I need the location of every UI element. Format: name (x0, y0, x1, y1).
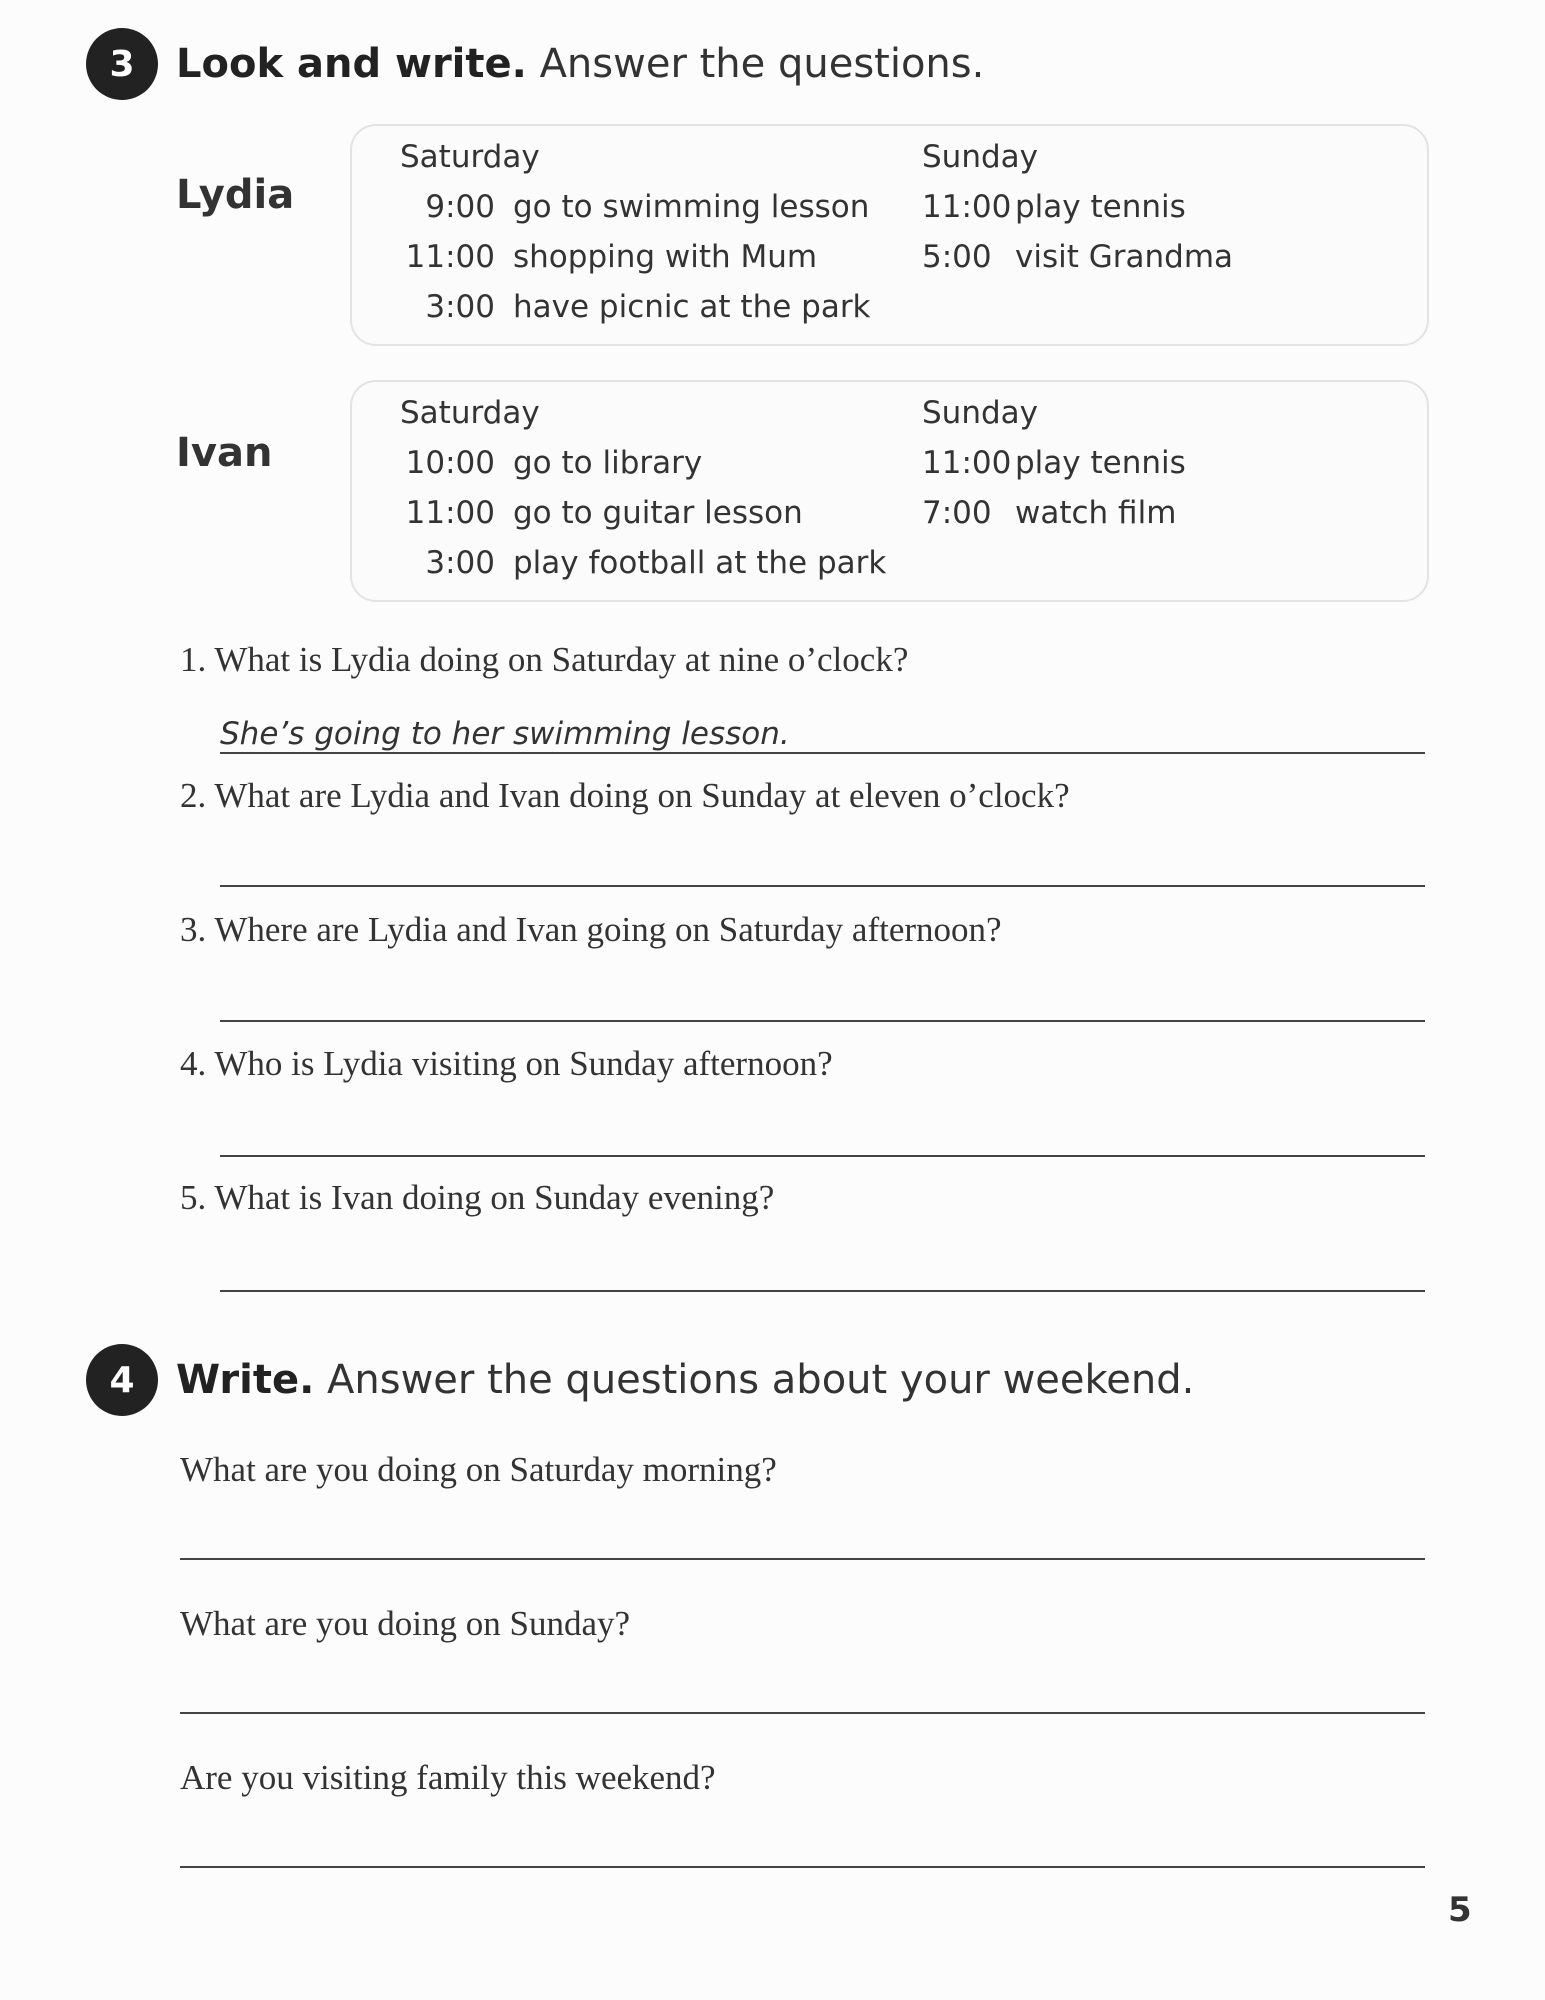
weekend-answer-3-line[interactable] (180, 1866, 1425, 1868)
time: 5:00 (922, 239, 992, 275)
time: 10:00 (405, 445, 495, 481)
weekend-answer-2-line[interactable] (180, 1712, 1425, 1714)
saturday-column (400, 132, 871, 332)
time: 9:00 (425, 189, 495, 225)
activity: shopping with Mum (513, 239, 818, 275)
exercise-3-heading (86, 24, 984, 104)
answer-5-line[interactable] (220, 1290, 1425, 1292)
schedule-row (400, 438, 886, 488)
activity: go to swimming lesson (513, 189, 870, 225)
schedule-row (400, 488, 886, 538)
activity: go to library (513, 445, 703, 481)
question-3: 3. Where are Lydia and Ivan going on Saturday afternoon? (180, 910, 1002, 949)
exercise-number-badge: 3 (86, 28, 158, 100)
exercise-4-heading (86, 1340, 1194, 1420)
time: 7:00 (922, 495, 992, 531)
schedule-row (922, 232, 1233, 282)
schedule-row (400, 182, 871, 232)
exercise-title (176, 41, 984, 87)
time: 3:00 (425, 289, 495, 325)
exercise-number-badge: 4 (86, 1344, 158, 1416)
schedule-box-lydia (350, 124, 1429, 346)
weekend-question-1: What are you doing on Saturday morning? (180, 1450, 777, 1489)
day-label: Saturday (400, 139, 540, 175)
weekend-answer-1-line[interactable] (180, 1558, 1425, 1560)
activity: play tennis (1015, 189, 1186, 225)
time: 11:00 (922, 445, 1012, 481)
answer-2-line[interactable] (220, 885, 1425, 887)
time: 3:00 (425, 545, 495, 581)
day-label: Sunday (922, 395, 1038, 431)
weekend-question-2: What are you doing on Sunday? (180, 1604, 631, 1643)
time: 11:00 (922, 189, 1012, 225)
schedule-row (922, 182, 1233, 232)
activity: play football at the park (513, 545, 887, 581)
answer-1-line[interactable] (220, 752, 1425, 754)
person-name-lydia: Lydia (176, 172, 295, 218)
question-4: 4. Who is Lydia visiting on Sunday afternoon? (180, 1044, 833, 1083)
person-name-ivan: Ivan (176, 430, 273, 476)
question-2: 2. What are Lydia and Ivan doing on Sunday at eleven o’clock? (180, 776, 1070, 815)
schedule-row (400, 538, 886, 588)
page-number: 5 (1448, 1890, 1472, 1930)
day-label: Saturday (400, 395, 540, 431)
exercise-title-rest: Answer the questions. (539, 41, 985, 87)
schedule-box-ivan (350, 380, 1429, 602)
answer-3-line[interactable] (220, 1020, 1425, 1022)
exercise-title-rest: Answer the questions about your weekend. (327, 1357, 1195, 1403)
exercise-title-bold: Write. (176, 1357, 315, 1403)
schedule-row (400, 232, 871, 282)
day-label: Sunday (922, 139, 1038, 175)
schedule-row (922, 488, 1186, 538)
schedule-row (400, 282, 871, 332)
activity: go to guitar lesson (513, 495, 803, 531)
saturday-column (400, 388, 886, 588)
schedule-row (922, 438, 1186, 488)
exercise-title (176, 1357, 1194, 1403)
exercise-title-bold: Look and write. (176, 41, 527, 87)
question-5: 5. What is Ivan doing on Sunday evening? (180, 1178, 775, 1217)
weekend-question-3: Are you visiting family this weekend? (180, 1758, 716, 1797)
activity: have picnic at the park (513, 289, 871, 325)
time: 11:00 (405, 495, 495, 531)
activity: visit Grandma (1015, 239, 1234, 275)
sunday-column (922, 388, 1186, 538)
time: 11:00 (405, 239, 495, 275)
activity: watch film (1015, 495, 1177, 531)
answer-1-text: She’s going to her swimming lesson. (220, 716, 790, 752)
activity: play tennis (1015, 445, 1186, 481)
answer-4-line[interactable] (220, 1155, 1425, 1157)
question-1: 1. What is Lydia doing on Saturday at nine o’clock? (180, 640, 909, 679)
sunday-column (922, 132, 1233, 282)
